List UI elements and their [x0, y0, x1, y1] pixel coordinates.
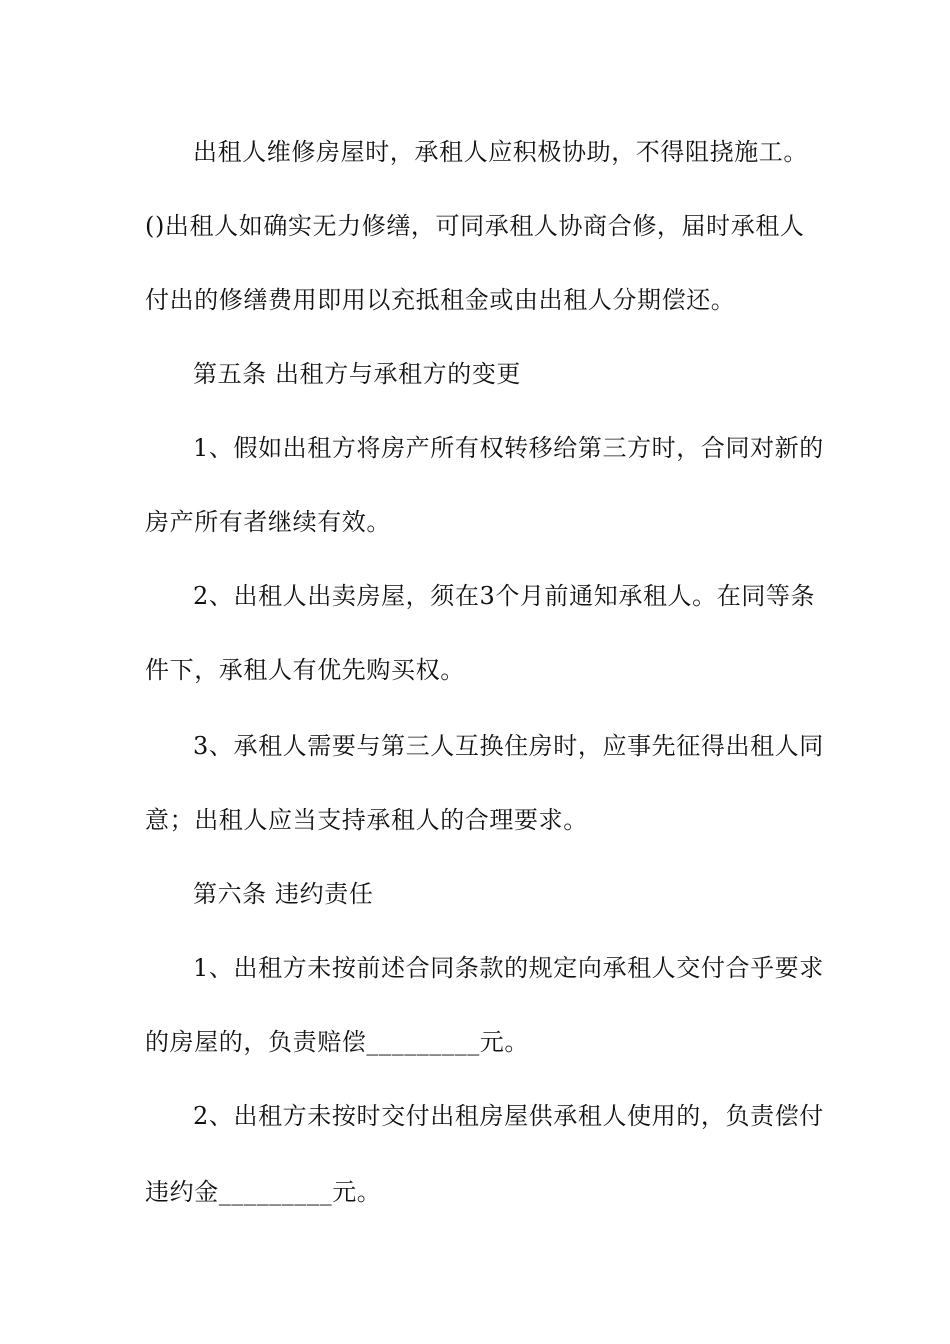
paragraph-line: 房产所有者继续有效。: [145, 508, 391, 536]
paragraph-line: 的房屋的，负责赔偿_________元。: [145, 1028, 529, 1056]
paragraph-line: 出租人维修房屋时，承租人应积极协助，不得阻挠施工。: [193, 138, 808, 166]
section-heading-article-5: 第五条 出租方与承租方的变更: [193, 360, 522, 388]
paragraph-line: 意；出租人应当支持承租人的合理要求。: [145, 806, 588, 834]
paragraph-line: 1、出租方未按前述合同条款的规定向承租人交付合乎要求: [193, 954, 824, 982]
section-heading-article-6: 第六条 违约责任: [193, 880, 374, 908]
paragraph-line: 违约金_________元。: [145, 1178, 382, 1206]
paragraph-line: 2、出租方未按时交付出租房屋供承租人使用的，负责偿付: [193, 1102, 824, 1130]
paragraph-line: 件下，承租人有优先购买权。: [145, 656, 465, 684]
paragraph-line: ()出租人如确实无力修缮，可同承租人协商合修，届时承租人: [145, 212, 805, 240]
paragraph-line: 2、出租人出卖房屋，须在3个月前通知承租人。在同等条: [193, 582, 816, 610]
paragraph-line: 3、承租人需要与第三人互换住房时，应事先征得出租人同: [193, 732, 824, 760]
paragraph-line: 1、假如出租方将房产所有权转移给第三方时，合同对新的: [193, 434, 824, 462]
paragraph-line: 付出的修缮费用即用以充抵租金或由出租人分期偿还。: [145, 286, 736, 314]
